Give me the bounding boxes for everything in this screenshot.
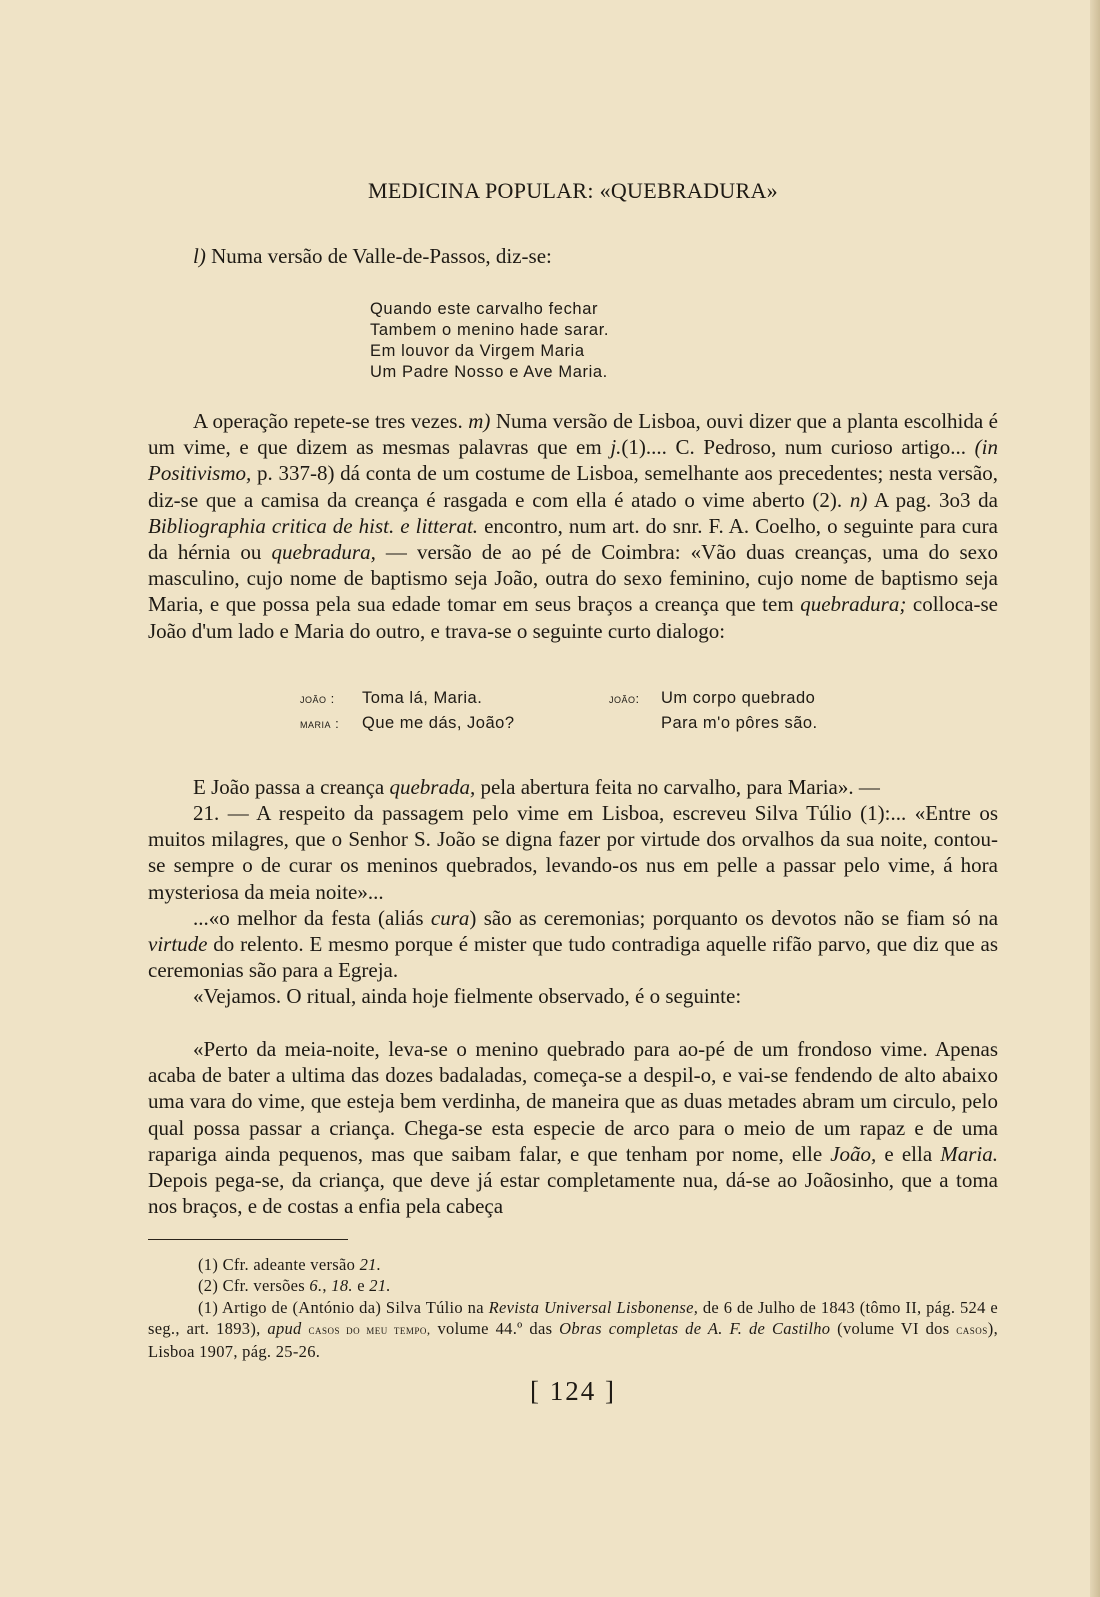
text-run: (1) Artigo de (António da) Silva Túlio na bbox=[198, 1297, 489, 1317]
text-run: «Perto da meia-noite, leva-se o menino quebrado para ao-pé de um frondoso vime. Apenas acaba de bater a ultima das dozes badaladas, começa-se a despil-o, e vai-se fendendo de alto abaixo uma vara do vime, que esteja bem verdinha, de maneira que as duas metades abram um circulo, pelo qual possa passar a criança. Chega-se esta especie de arco para o meio de um rapaz e de uma rapariga ainda pequenos, mas que saibam falar, e que tenham por nome, elle bbox=[148, 1037, 998, 1166]
text-run: (1) Cfr. adeante versão bbox=[198, 1255, 360, 1274]
text-run: do relento. E mesmo porque é mister que tudo contradiga aquelle rifão parvo, que diz que as ceremonias são para a Egreja. bbox=[148, 932, 998, 983]
footnote-1 bbox=[148, 1254, 998, 1275]
text-run-italic: Maria. bbox=[940, 1141, 998, 1166]
footnote-divider bbox=[148, 1239, 348, 1240]
text-run: A pag. 3o3 da bbox=[867, 487, 998, 512]
text-run: ...«o melhor da festa (aliás bbox=[193, 906, 431, 930]
dialog-speaker: joão: bbox=[609, 691, 640, 706]
dialog-line bbox=[300, 711, 515, 736]
footnotes bbox=[148, 1254, 998, 1362]
dialog-line bbox=[609, 711, 818, 735]
text-run-italic: j. bbox=[610, 435, 622, 460]
running-head: MEDICINA POPULAR: «QUEBRADURA» bbox=[368, 178, 778, 203]
footnote-3 bbox=[148, 1297, 998, 1362]
text-run: — versão de ao pé de Coimbra: «Vão duas creanças, uma do sexo masculino, cujo nome de baptismo seja João, outra do sexo feminino, cujo nome de baptismo seja Maria, e que possa pela sua edade tomar em seus braços a creança que tem bbox=[148, 540, 999, 617]
paragraph-6 bbox=[148, 1036, 998, 1219]
intro-marker: l) bbox=[193, 244, 206, 268]
text-run-italic: Bibliographia critica de hist. e litterat. bbox=[148, 513, 479, 538]
text-run: e bbox=[352, 1276, 370, 1296]
intro-text: Numa versão de Valle-de-Passos, diz-se: bbox=[205, 244, 552, 268]
text-run: pela abertura feita no carvalho, para Maria». — bbox=[475, 775, 880, 799]
paragraph-5: «Vejamos. O ritual, ainda hoje fielmente observado, é o seguinte: bbox=[193, 984, 742, 1008]
page-edge-shadow bbox=[1090, 0, 1100, 1597]
text-run-italic: m) bbox=[468, 409, 491, 433]
text-run: e ella bbox=[876, 1141, 941, 1166]
text-run-italic: cura bbox=[430, 906, 470, 930]
page-number: [ 124 ] bbox=[530, 1376, 616, 1406]
text-run: E João passa a creança bbox=[193, 775, 390, 799]
text-run: encontro, num art. do snr. F. A. Coelho, o seguinte para cura da hérnia ou bbox=[148, 513, 998, 565]
text-run: colloca-se João d'um lado e Maria do outro, e trava-se o seguinte curto dialogo: bbox=[148, 592, 998, 643]
dialog-right-column bbox=[609, 686, 818, 735]
text-run-smallcaps: casos bbox=[956, 1322, 988, 1338]
text-run: Numa versão de Lisboa, ouvi dizer que a planta escolhida é um vime, e que dizem as mesmas palavras que em bbox=[148, 409, 999, 460]
text-run-italic: n) bbox=[849, 487, 868, 512]
text-run-italic: Revista Universal Lisbonense, bbox=[488, 1297, 699, 1317]
text-run: (2) Cfr. versões bbox=[198, 1276, 310, 1296]
dialog-text: Para m'o pôres são. bbox=[661, 714, 818, 732]
verse-quatrain bbox=[370, 299, 609, 383]
text-run-italic: 18. bbox=[331, 1276, 353, 1296]
verse-line: Tambem o menino hade sarar. bbox=[370, 321, 610, 339]
dialog-text: Um corpo quebrado bbox=[661, 689, 816, 707]
text-run: volume 44.º das bbox=[430, 1319, 560, 1339]
text-run: Depois pega-se, da criança, que deve já estar completamente nua, dá-se ao Joãosinho, que a toma nos braços, e de costas a enfia pela cabeça bbox=[148, 1168, 998, 1219]
text-run-italic: quebradura, bbox=[271, 540, 376, 565]
text-run-italic: quebradura; bbox=[800, 592, 907, 617]
text-run-italic: 6. bbox=[309, 1276, 323, 1296]
text-run-italic: 21. bbox=[359, 1255, 382, 1274]
text-run: ), Lisboa 1907, pág. 25-26. bbox=[148, 1319, 999, 1361]
dialog-line bbox=[300, 686, 515, 711]
text-run-italic: 21. bbox=[369, 1276, 391, 1296]
text-run-italic: apud bbox=[267, 1319, 302, 1339]
verse-line: Quando este carvalho fechar bbox=[370, 300, 599, 318]
paragraph-2 bbox=[148, 774, 998, 800]
text-run: ) são as ceremonias; porquanto os devotos não se fiam só na bbox=[469, 906, 999, 930]
dialog-text: Que me dás, João? bbox=[362, 714, 515, 732]
dialog-speaker: maria : bbox=[300, 716, 340, 731]
text-run: , bbox=[322, 1276, 332, 1296]
text-run-italic: virtude bbox=[148, 932, 208, 957]
dialog-line bbox=[609, 686, 818, 711]
paragraph-3: 21. — A respeito da passagem pelo vime em Lisboa, escreveu Silva Túlio (1):... «Entre os muitos milagres, que o Senhor S. João se digna fazer por virtude dos orvalhos da sua noite, contou-se sempre o de curar os meninos quebrados, levando-os nus em pelle a passar pelo vime, á hora mysteriosa da meia noite»... bbox=[148, 801, 998, 904]
text-run: (1).... C. Pedroso, num curioso artigo... bbox=[621, 435, 975, 460]
text-run-smallcaps: casos do meu tempo, bbox=[308, 1322, 431, 1338]
text-run: p. 337-8) dá conta de um costume de Lisboa, semelhante aos precedentes; nesta versão, diz-se que a camisa da creança é rasgada e com ella é atado o vime aberto (2). bbox=[148, 461, 998, 512]
text-run-italic: (in Positivismo, bbox=[148, 435, 998, 486]
text-run-italic: Obras completas de A. F. de Castilho bbox=[559, 1319, 831, 1339]
intro-paragraph bbox=[148, 243, 998, 269]
verse-line: Um Padre Nosso e Ave Maria. bbox=[370, 363, 608, 381]
footnote-2 bbox=[148, 1275, 998, 1296]
text-run: (volume VI dos bbox=[830, 1319, 957, 1339]
verse-line: Em louvor da Virgem Maria bbox=[370, 342, 585, 360]
text-run-italic: João, bbox=[830, 1141, 877, 1166]
dialog-speaker: joão : bbox=[300, 691, 335, 706]
dialog-left-column bbox=[300, 686, 515, 736]
text-run: de 6 de Julho de 1843 (tômo II, pág. 524 e seg., art. 1893), bbox=[148, 1297, 999, 1339]
paragraph-1 bbox=[148, 408, 998, 644]
text-run-italic: quebrada, bbox=[389, 775, 476, 799]
text-run: A operação repete-se tres vezes. bbox=[193, 409, 469, 433]
dialog-text: Toma lá, Maria. bbox=[362, 689, 483, 707]
paragraph-4 bbox=[148, 905, 998, 984]
